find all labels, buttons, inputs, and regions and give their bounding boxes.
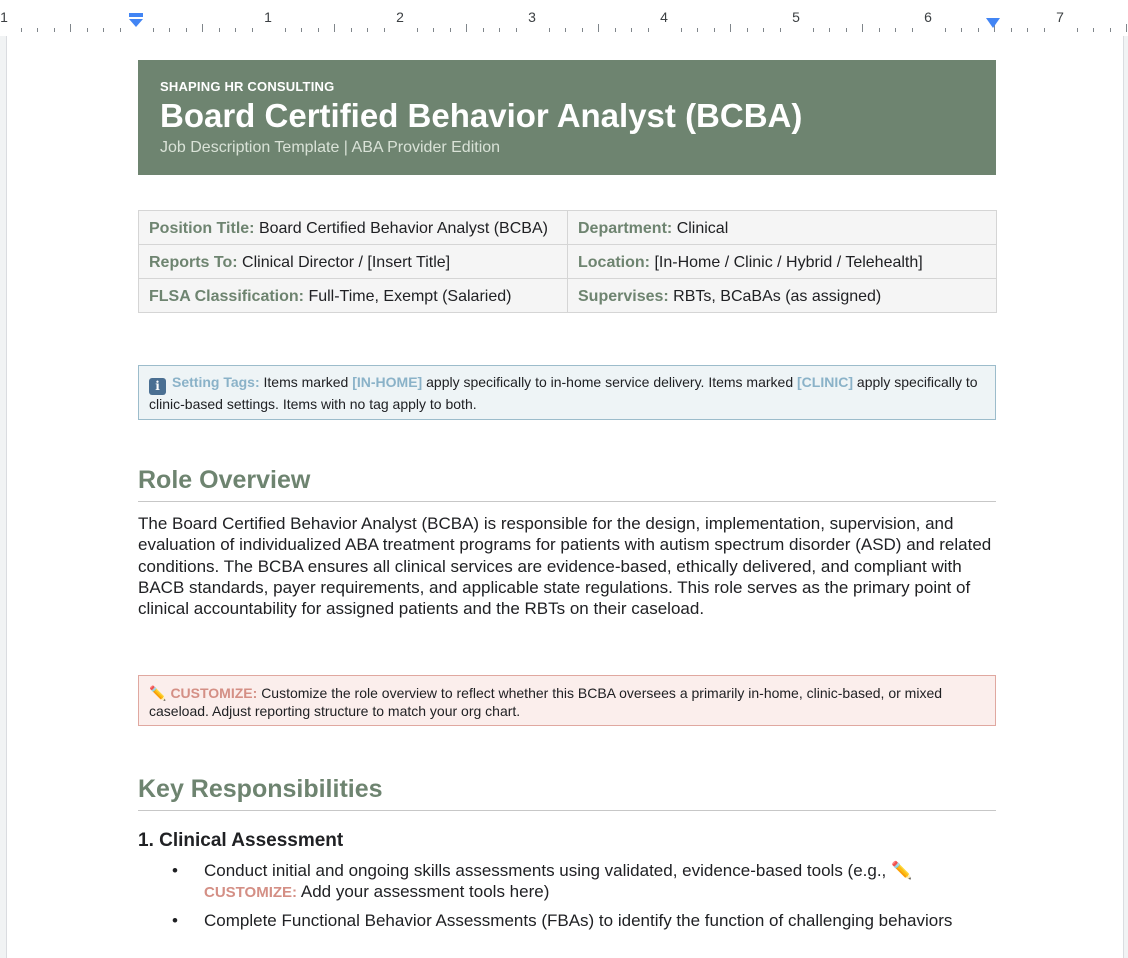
key-responsibilities-heading: Key Responsibilities	[138, 775, 996, 811]
ruler-number: 6	[924, 9, 932, 25]
field-label: Supervises:	[578, 288, 669, 305]
customize-callout	[138, 675, 996, 726]
ruler[interactable]	[0, 0, 1128, 36]
setting-tags-callout	[138, 365, 996, 420]
table-cell	[139, 245, 568, 279]
table-cell	[139, 211, 568, 245]
table-row	[139, 245, 997, 279]
role-overview-heading: Role Overview	[138, 466, 996, 502]
field-value: Full-Time, Exempt (Salaried)	[308, 288, 512, 305]
document-page[interactable]	[6, 36, 1124, 958]
ruler-number: 1	[264, 9, 272, 25]
header-banner	[138, 60, 996, 175]
ruler-number: 3	[528, 9, 536, 25]
table-cell	[139, 279, 568, 313]
customize-text: Add your assessment tools here)	[300, 882, 550, 901]
clinical-assessment-subheading: 1. Clinical Assessment	[138, 830, 344, 851]
table-row	[139, 279, 997, 313]
field-label: FLSA Classification:	[149, 288, 304, 305]
table-cell	[568, 245, 997, 279]
list-item-text: Complete Functional Behavior Assessments (FBAs) to identify the function of challenging behaviors	[204, 911, 953, 930]
clinic-tag: [CLINIC]	[797, 374, 854, 390]
list-item	[138, 910, 974, 931]
list-item	[138, 860, 974, 903]
table-cell	[568, 279, 997, 313]
field-value: [In-Home / Clinic / Hybrid / Telehealth]	[654, 254, 923, 271]
ruler-number: 2	[396, 9, 404, 25]
customize-text: Customize the role overview to reflect whether this BCBA oversees a primarily in-home, clinic-based, or mixed caseload. Adjust reporting structure to match your org chart.	[149, 685, 943, 719]
document-title: Board Certified Behavior Analyst (BCBA)	[160, 97, 803, 134]
callout-text: apply specifically to in-home service delivery. Items marked	[426, 374, 794, 390]
bullet: •	[172, 911, 178, 930]
callout-text: apply specifically to clinic-based settings. Items with no tag apply to both.	[149, 374, 978, 412]
left-indent-marker-icon[interactable]	[129, 13, 143, 27]
list-item-text: Conduct initial and ongoing skills assessments using validated, evidence-based tools (e.g.,	[204, 861, 887, 880]
pencil-icon: ✏️	[149, 685, 167, 701]
callout-label: Setting Tags:	[172, 374, 260, 390]
callout-text: Items marked	[263, 374, 349, 390]
document-subtitle: Job Description Template | ABA Provider Edition	[160, 139, 501, 156]
right-indent-marker-icon[interactable]	[986, 18, 1000, 28]
ruler-number: 4	[660, 9, 668, 25]
organization-name: SHAPING HR CONSULTING	[160, 79, 335, 94]
role-overview-paragraph: The Board Certified Behavior Analyst (BCBA) is responsible for the design, implementation, supervision, and evaluation of individualized ABA treatment programs for patients with autism spectrum disorder (ASD) and related conditions. The BCBA ensures all clinical services are evidence-based, ethically delivered, and compliant with BACB standards, payer requirements, and applicable state regulations. This role serves as the primary point of clinical accountability for assigned patients and the RBTs on their caseload.	[138, 514, 992, 619]
field-value: Clinical	[676, 220, 729, 237]
field-label: Department:	[578, 220, 673, 237]
customize-label: CUSTOMIZE:	[204, 884, 298, 901]
field-label: Reports To:	[149, 254, 238, 271]
field-label: Location:	[578, 254, 650, 271]
ruler-number: 5	[792, 9, 800, 25]
table-row	[139, 211, 997, 245]
ruler-number: 7	[1056, 9, 1064, 25]
position-info-table	[138, 210, 997, 313]
customize-label: CUSTOMIZE:	[170, 685, 258, 701]
bullet: •	[172, 861, 178, 880]
field-value: Clinical Director / [Insert Title]	[242, 254, 451, 271]
field-value: Board Certified Behavior Analyst (BCBA)	[258, 220, 548, 237]
ruler-number: 1	[0, 9, 8, 25]
ruler-ticks	[0, 0, 1128, 36]
responsibility-list	[138, 860, 998, 938]
table-cell	[568, 211, 997, 245]
pencil-icon: ✏️	[891, 861, 913, 880]
field-label: Position Title:	[149, 220, 255, 237]
info-icon: i	[149, 378, 166, 395]
field-value: RBTs, BCaBAs (as assigned)	[673, 288, 882, 305]
in-home-tag: [IN-HOME]	[352, 374, 423, 390]
